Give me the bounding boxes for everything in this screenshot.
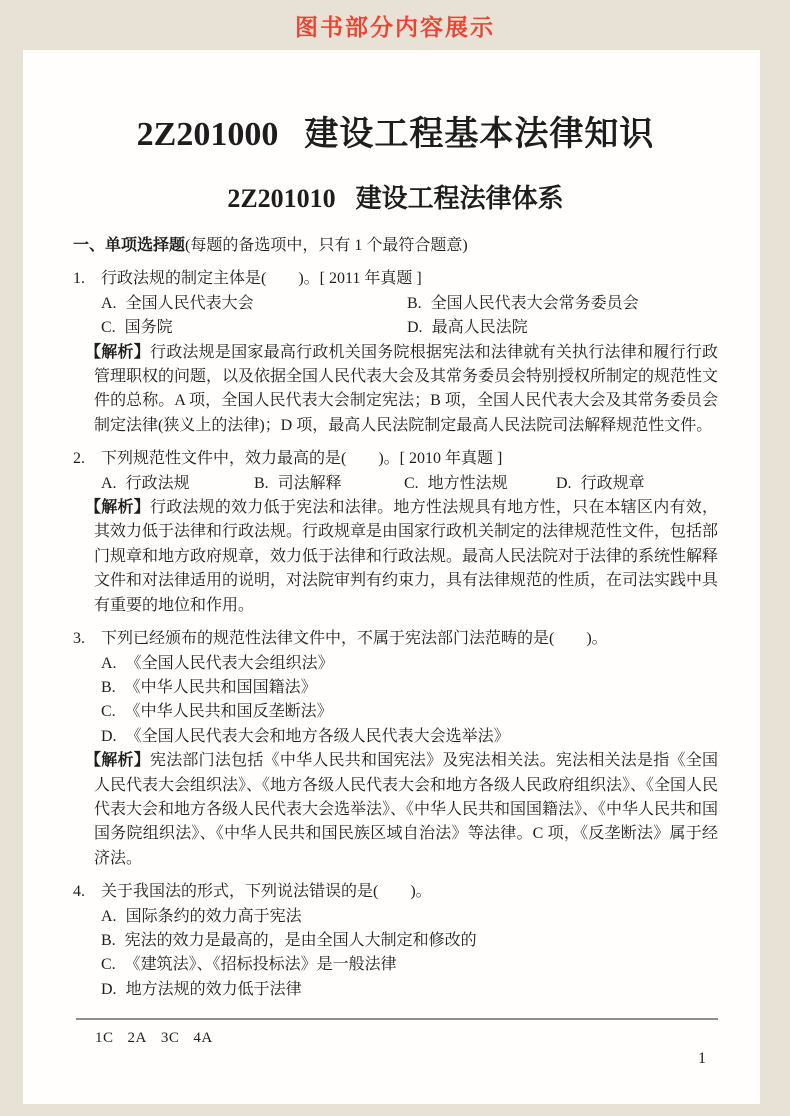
option-label: B. <box>254 474 269 492</box>
question-2-number: 2. <box>73 450 85 468</box>
option-label: B. <box>407 294 422 312</box>
section-title <box>73 182 718 216</box>
question-1-options <box>101 292 718 341</box>
question-4-option-d <box>101 978 718 1002</box>
preview-banner-title: 图书部分内容展示 <box>295 14 495 40</box>
option-label: A. <box>101 294 117 312</box>
option-label: D. <box>556 474 572 492</box>
option-text: 行政规章 <box>580 474 645 492</box>
question-3-number: 3. <box>73 630 85 648</box>
question-3-head <box>73 627 718 651</box>
option-text: 全国人民代表大会 <box>125 294 254 312</box>
option-text: 行政法规 <box>125 474 190 492</box>
question-1-stem: 行政法规的制定主体是( )。[ 2011 年真题 ] <box>101 270 422 288</box>
question-2 <box>73 447 718 618</box>
question-1-head <box>73 267 718 291</box>
question-4-option-c <box>101 953 718 977</box>
question-1-analysis <box>85 341 719 439</box>
option-label: A. <box>101 907 117 925</box>
option-text: 《中华人民共和国反垄断法》 <box>124 703 333 721</box>
option-label: B. <box>101 678 116 696</box>
option-label: C. <box>101 319 116 337</box>
question-4-options <box>101 905 718 1003</box>
option-label: A. <box>101 654 117 672</box>
question-4 <box>73 880 718 1002</box>
chapter-name: 建设工程基本法律知识 <box>304 116 655 153</box>
option-text: 国务院 <box>124 319 173 337</box>
question-1 <box>73 267 718 438</box>
question-3-analysis <box>85 749 719 871</box>
option-text: 《全国人民代表大会组织法》 <box>125 654 334 672</box>
question-4-stem: 关于我国法的形式，下列说法错误的是( )。 <box>101 883 432 901</box>
footer-divider <box>76 1018 718 1020</box>
question-2-stem: 下列规范性文件中，效力最高的是( )。[ 2010 年真题 ] <box>101 450 503 468</box>
option-text: 司法解释 <box>277 474 342 492</box>
option-text: 《建筑法》、《招标投标法》是一般法律 <box>124 956 397 974</box>
option-text: 地方性法规 <box>427 474 508 492</box>
option-label: D. <box>407 319 423 337</box>
part-heading-note: (每题的备选项中，只有 1 个最符合题意) <box>185 237 468 254</box>
answer-key-item-2: 2A <box>127 1030 147 1046</box>
question-3-stem: 下列已经颁布的规范性法律文件中，不属于宪法部门法范畴的是( )。 <box>101 630 608 648</box>
option-text: 地方法规的效力低于法律 <box>125 980 302 998</box>
option-label: D. <box>101 727 117 745</box>
part-heading-label: 一、单项选择题 <box>73 237 186 254</box>
question-3-option-a <box>101 652 718 676</box>
option-label: C. <box>101 956 116 974</box>
question-2-option-c <box>404 472 556 496</box>
analysis-label: 【解析】 <box>85 752 150 770</box>
answer-key-item-4: 4A <box>193 1030 213 1046</box>
option-text: 最高人民法院 <box>431 319 528 337</box>
option-label: B. <box>101 931 116 949</box>
analysis-label: 【解析】 <box>85 499 150 517</box>
chapter-code: 2Z201000 <box>136 116 279 153</box>
answer-key-item-1: 1C <box>95 1030 114 1046</box>
book-page <box>23 50 760 1104</box>
option-label: D. <box>101 980 117 998</box>
question-4-option-a <box>101 905 718 929</box>
option-text: 全国人民代表大会常务委员会 <box>430 294 639 312</box>
question-3-option-d <box>101 725 718 749</box>
question-2-option-d <box>556 472 718 496</box>
section-code: 2Z201010 <box>227 184 336 213</box>
answer-key-item-3: 3C <box>160 1030 180 1046</box>
option-text: 《中华人民共和国国籍法》 <box>124 678 317 696</box>
option-text: 宪法的效力是最高的，是由全国人大制定和修改的 <box>124 931 477 949</box>
option-label: C. <box>404 474 419 492</box>
section-name: 建设工程法律体系 <box>355 184 564 213</box>
question-3-option-b <box>101 676 718 700</box>
option-text: 国际条约的效力高于宪法 <box>125 907 302 925</box>
answer-key <box>95 1030 213 1047</box>
question-3-option-c <box>101 700 718 724</box>
option-text: 《全国人民代表大会和地方各级人民代表大会选举法》 <box>125 727 510 745</box>
question-2-analysis <box>85 496 719 618</box>
question-2-option-b <box>254 472 404 496</box>
question-1-option-d <box>407 316 718 340</box>
question-1-option-a <box>101 292 407 316</box>
question-2-options <box>101 472 718 496</box>
question-1-number: 1. <box>73 270 85 288</box>
option-label: A. <box>101 474 117 492</box>
question-3-options <box>101 652 718 750</box>
chapter-title <box>73 114 718 156</box>
analysis-text: 宪法部门法包括《中华人民共和国宪法》及宪法相关法。宪法相关法是指《全国人民代表大会组织法》、《地方各级人民代表大会和地方各级人民政府组织法》、《全国人民代表大会和地方各级人民代表大会选举法》、《中华人民共和国国籍法》、《中华人民共和国国务院组织法》、《中华人民共和国民族区域自治法》等法律。C 项，《反垄断法》属于经济法。 <box>94 752 719 867</box>
question-2-head <box>73 447 718 471</box>
question-1-option-b <box>407 292 718 316</box>
part-heading <box>73 234 718 258</box>
question-1-option-c <box>101 316 407 340</box>
question-4-head <box>73 880 718 904</box>
question-3 <box>73 627 718 871</box>
page-number: 1 <box>698 1050 706 1067</box>
analysis-label: 【解析】 <box>85 343 150 361</box>
analysis-text: 行政法规是国家最高行政机关国务院根据宪法和法律就有关执行法律和履行行政管理职权的问题，以及依据全国人民代表大会及其常务委员会特别授权所制定的规范性文件的总称。A 项，全国人民代表大会制定宪法；B 项，全国人民代表大会及其常务委员会制定法律(狭义上的法律)；D 项，最高人民法院制定最高人民法院司法解释规范性文件。 <box>94 343 719 434</box>
question-4-number: 4. <box>73 883 85 901</box>
analysis-text: 行政法规的效力低于宪法和法律。地方性法规具有地方性，只在本辖区内有效，其效力低于法律和行政法规。行政规章是由国家行政机关制定的法律规范性文件，包括部门规章和地方政府规章，效力低于法律和行政法规。最高人民法院对于法律的系统性解释文件和对法律适用的说明，对法院审判有约束力，具有法律规范的性质，在司法实践中具有重要的地位和作用。 <box>94 499 719 614</box>
question-4-option-b <box>101 929 718 953</box>
option-label: C. <box>101 703 116 721</box>
question-2-option-a <box>101 472 254 496</box>
